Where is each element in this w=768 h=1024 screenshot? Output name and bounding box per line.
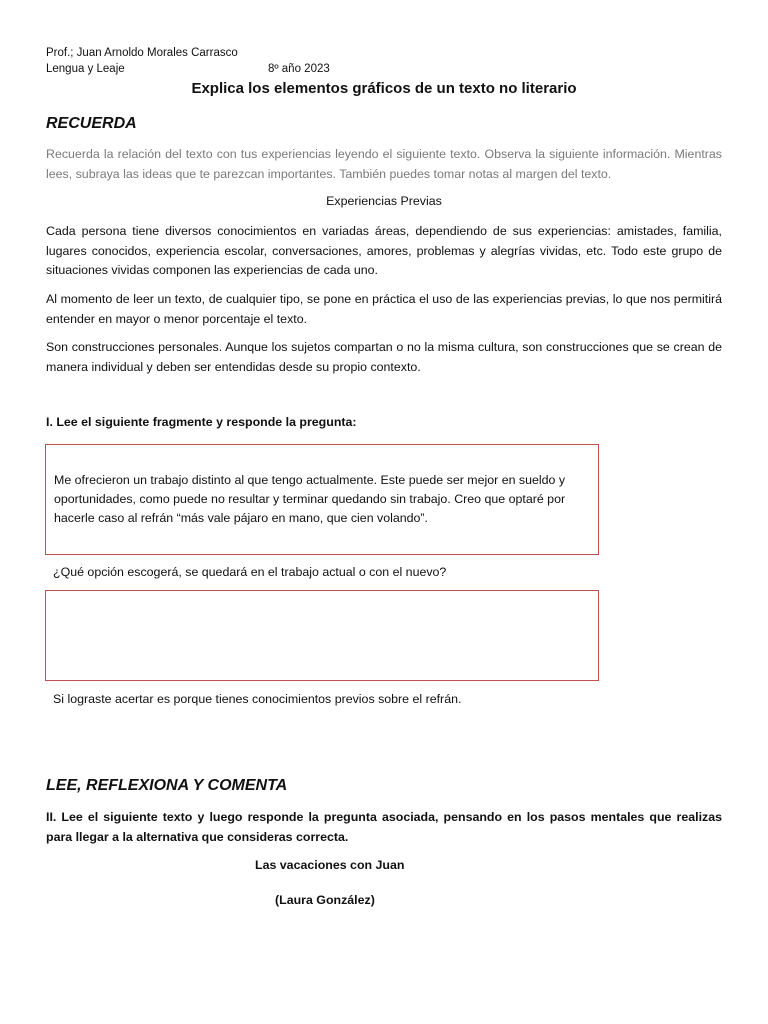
recuerda-heading: RECUERDA [46,115,137,132]
part2-instruction: II. Lee el siguiente texto y luego responde la pregunta asociada, pensando en los pasos mentales que realizas para llegar a la alternativa que consideras correcta. [46,810,722,844]
lee-reflexiona-heading: LEE, REFLEXIONA Y COMENTA [46,777,288,794]
subject-name: Lengua y Leaje [46,63,125,75]
paragraph-1: Cada persona tiene diversos conocimientos en variadas áreas, dependiendo de sus experiencias: amistades, familia, lugares conocidos, experiencia escolar, conversaciones, amores, problemas y alegrías vividas, etc. Todo este grupo de situaciones vividas componen las experiencias de cada uno. [46,224,722,277]
story-title: Las vacaciones con Juan [255,858,405,872]
fragment-box [45,444,599,555]
grade-year: 8º año 2023 [268,63,330,75]
teacher-name: Prof.; Juan Arnoldo Morales Carrasco [46,47,238,59]
intro-paragraph: Recuerda la relación del texto con tus experiencias leyendo el siguiente texto. Observa la siguiente información. Mientras lees, subraya las ideas que te parezcan importantes. También puedes tomar notas al margen del texto. [46,147,722,181]
part1-instruction: I. Lee el siguiente fragmente y responde la pregunta: [46,415,357,429]
part1-question: ¿Qué opción escogerá, se quedará en el trabajo actual o con el nuevo? [53,565,447,579]
paragraph-3: Son construcciones personales. Aunque los sujetos compartan o no la misma cultura, son construcciones que se crean de manera individual y deben ser entendidas desde su propio contexto. [46,340,722,374]
answer-box[interactable] [45,590,599,681]
subheading-experiencias: Experiencias Previas [326,194,442,208]
fragment-text: Me ofrecieron un trabajo distinto al que tengo actualmente. Este puede ser mejor en sueldo y oportunidades, como puede no resultar y terminar quedando sin trabajo. Creo que optaré por hacerle caso al refrán “más vale pájaro en mano, que cien volando”. [54,473,566,525]
part1-note: Si lograste acertar es porque tienes conocimientos previos sobre el refrán. [53,692,462,706]
page-title: Explica los elementos gráficos de un texto no literario [191,80,577,97]
story-author: (Laura González) [275,893,375,907]
paragraph-2: Al momento de leer un texto, de cualquier tipo, se pone en práctica el uso de las experiencias previas, lo que nos permitirá entender en mayor o menor porcentaje el texto. [46,292,722,326]
